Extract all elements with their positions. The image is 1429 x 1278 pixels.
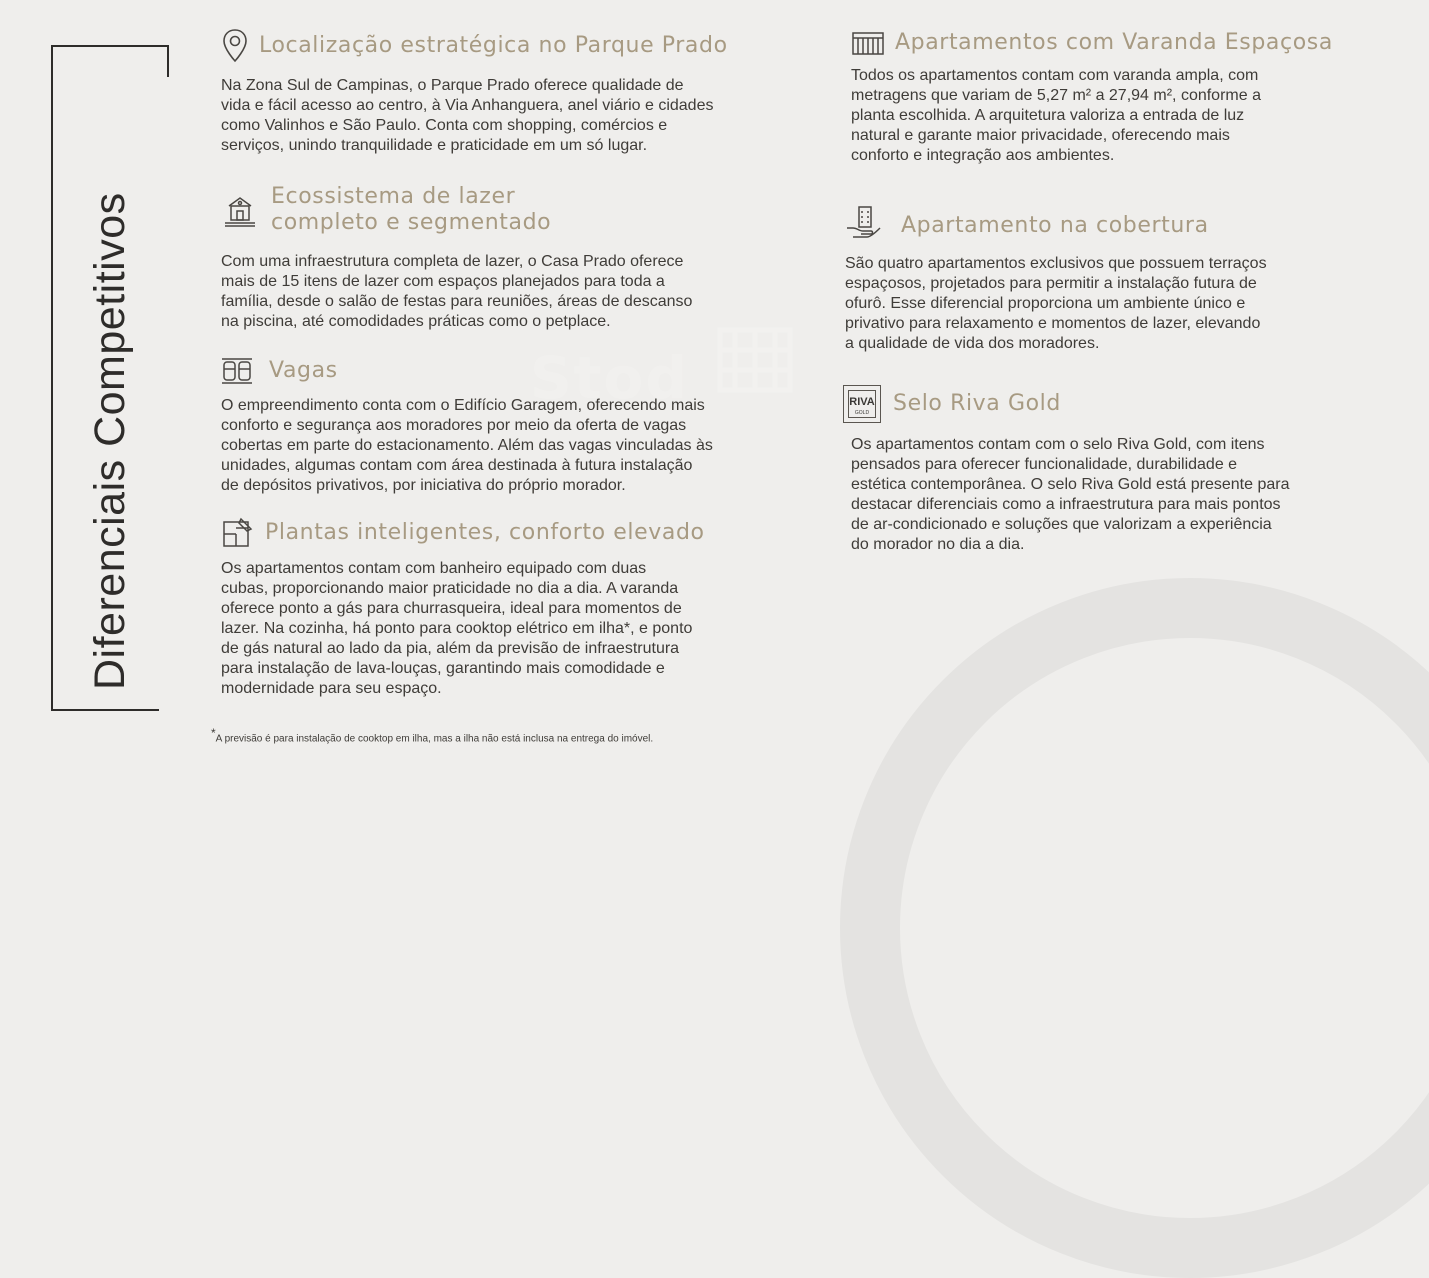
section-body [221,252,801,332]
body-line: de gás natural ao lado da pia, além da previsão de infraestrutura [221,640,680,657]
section-title-line1: Ecossistema de lazer [271,184,516,209]
section-body [221,76,801,156]
body-line: a qualidade de vida dos moradores. [845,335,1100,352]
body-line: estética contemporânea. O selo Riva Gold está presente para [851,476,1290,493]
watermark-text: Stod [530,344,689,412]
section-title: Apartamento na cobertura [901,213,1209,238]
body-line: como Valinhos e São Paulo. Conta com shopping, comércios e [221,117,668,134]
leisure-building-icon [221,192,259,228]
body-line: São quatro apartamentos exclusivos que possuem terraços [845,255,1267,272]
footnote [211,726,653,744]
section-body [221,396,811,496]
background-arc-decoration [840,578,1429,1278]
body-line: para instalação de lava-louças, garantindo mais comodidade e [221,660,665,677]
body-line: família, desde o salão de festas para reuniões, áreas de descanso [221,293,693,310]
footnote-text: A previsão é para instalação de cooktop em ilha, mas a ilha não está inclusa na entrega do imóvel. [215,733,654,745]
body-line: na piscina, até comodidades práticas como o petplace. [221,313,611,330]
section-cobertura [845,204,1385,354]
riva-gold-seal-icon [843,385,881,423]
section-title: Apartamentos com Varanda Espaçosa [895,30,1333,55]
balcony-building-icon [851,30,885,56]
body-line: Os apartamentos contam com banheiro equipado com duas [221,560,647,577]
section-body [845,254,1385,354]
section-title: Vagas [269,358,338,383]
body-line: pensados para oferecer funcionalidade, durabilidade e [851,456,1238,473]
body-line: conforto e segurança aos moradores por meio da oferta de vagas [221,417,687,434]
body-line: modernidade para seu espaço. [221,680,442,697]
section-title: Selo Riva Gold [893,391,1061,416]
section-vagas [221,356,811,496]
body-line: planta escolhida. A arquitetura valoriza a entrada de luz [851,107,1245,124]
map-pin-icon [221,28,249,64]
body-line: ofurô. Esse diferencial proporciona um ambiente único e [845,295,1246,312]
section-body [221,559,811,699]
section-selo [843,385,1403,555]
seal-top-text: RIVA [849,396,875,408]
body-line: Os apartamentos contam com o selo Riva Gold, com itens [851,436,1265,453]
body-line: Todos os apartamentos contam com varanda ampla, com [851,67,1259,84]
body-line: O empreendimento conta com o Edifício Garagem, oferecendo mais [221,397,705,414]
body-line: cobertas em parte do estacionamento. Além das vagas vinculadas às [221,437,713,454]
section-title: Plantas inteligentes, conforto elevado [265,520,705,545]
body-line: vida e fácil acesso ao centro, à Via Anhanguera, anel viário e cidades [221,97,714,114]
body-line: de ar-condicionado e soluções que valorizam a experiência [851,516,1272,533]
body-line: do morador no dia a dia. [851,536,1025,553]
body-line: oferece ponto a gás para churrasqueira, ideal para momentos de [221,600,682,617]
section-varanda [851,30,1391,166]
body-line: Com uma infraestrutura completa de lazer, o Casa Prado oferece [221,253,684,270]
section-lazer [221,184,801,332]
building-in-hand-icon [845,204,883,240]
body-line: lazer. Na cozinha, há ponto para cooktop elétrico em ilha*, e ponto [221,620,693,637]
body-line: Na Zona Sul de Campinas, o Parque Prado oferece qualidade de [221,77,684,94]
section-localizacao [221,28,801,156]
section-title: Localização estratégica no Parque Prado [259,33,728,58]
section-body [851,66,1391,166]
side-title: Diferenciais Competitivos [86,192,134,690]
body-line: cubas, proporcionando maior praticidade no dia a dia. A varanda [221,580,679,597]
body-line: privativo para relaxamento e momentos de lazer, elevando [845,315,1261,332]
body-line: natural e garante maior privacidade, oferecendo mais [851,127,1230,144]
body-line: unidades, algumas contam com área destinada à futura instalação [221,457,693,474]
body-line: metragens que variam de 5,27 m² a 27,94 m², conforme a [851,87,1261,104]
body-line: destacar diferenciais como a infraestrutura para mais pontos [851,496,1281,513]
floor-plan-icon [221,517,253,549]
section-body [851,435,1403,555]
seal-bottom-text: GOLD [854,410,870,416]
body-line: serviços, unindo tranquilidade e praticidade em um só lugar. [221,137,648,154]
body-line: de depósitos privativos, por iniciativa do próprio morador. [221,477,626,494]
section-title-line2: completo e segmentado [271,210,552,235]
section-plantas [221,517,811,699]
body-line: conforto e integração aos ambientes. [851,147,1115,164]
footnote-mark: * [211,726,216,740]
parking-cars-icon [221,356,253,386]
body-line: mais de 15 itens de lazer com espaços planejados para toda a [221,273,665,290]
body-line: espaçosos, projetados para permitir a instalação futura de [845,275,1257,292]
